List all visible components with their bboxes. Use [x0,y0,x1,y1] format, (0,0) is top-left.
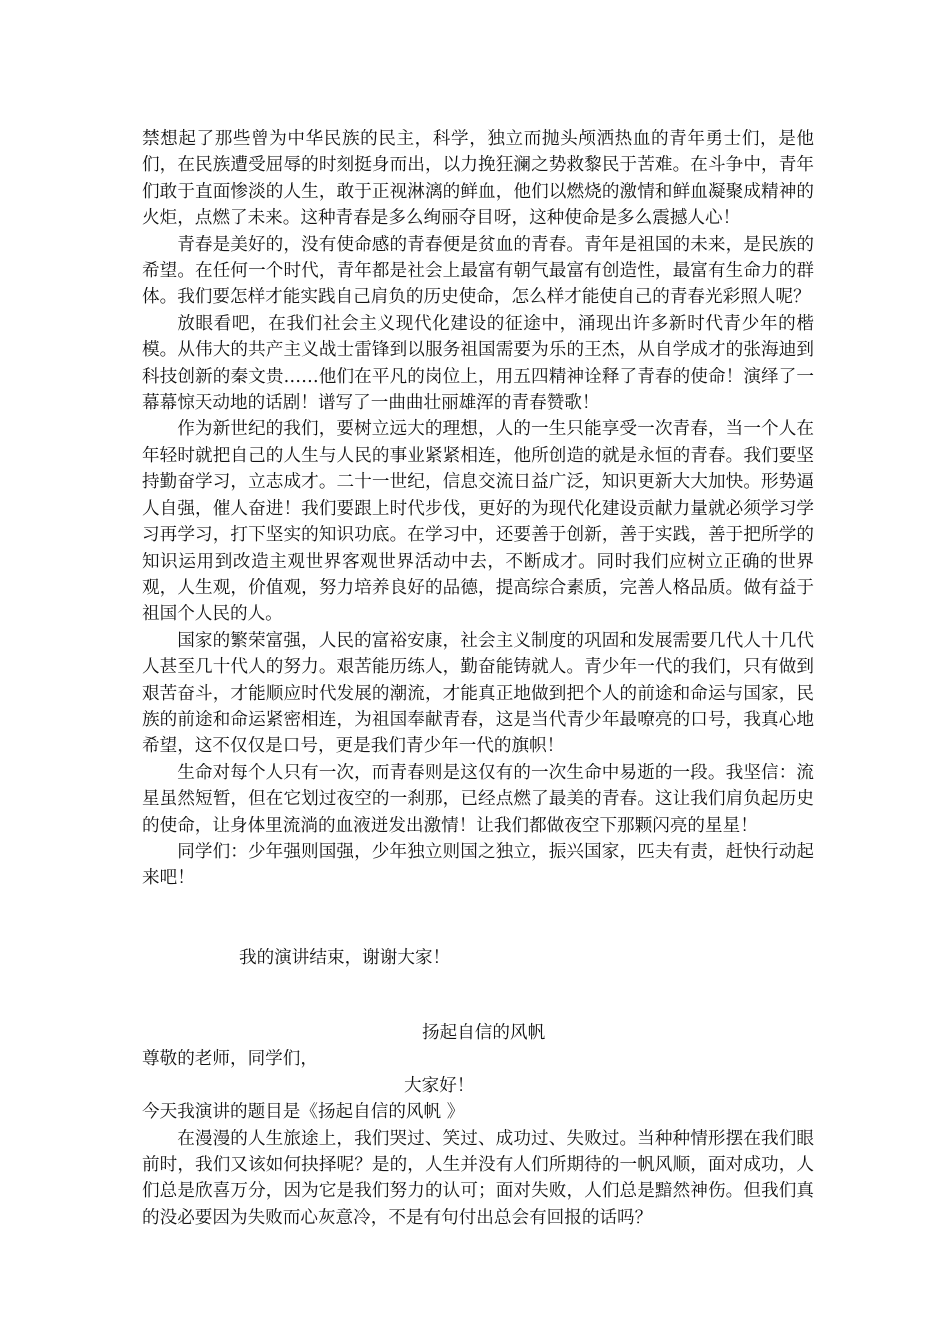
speech-title: 扬起自信的风帆 [422,1023,546,1043]
paragraph-6: 生命对每个人只有一次，而青春则是这仅有的一次生命中易逝的一段。我坚信：流星虽然短暂，但在它划过夜空的一刹那，已经点燃了最美的青春。这让我们肩负起历史的使命，让身体里流淌的血液迸发出激情！让我们都做夜空下那颗闪亮的星星！ [142,762,814,836]
paragraph-7: 同学们：少年强则国强，少年独立则国之独立，振兴国家，匹夫有责，赶快行动起来吧！ [142,841,814,889]
paragraph-2: 青春是美好的，没有使命感的青春便是贫血的青春。青年是祖国的未来，是民族的希望。在任何一个时代，青年都是社会上最富有朝气最富有创造性，最富有生命力的群体。我们要怎样才能实践自己肩负的历史使命，怎么样才能使自己的青春光彩照人呢？ [142,234,814,308]
paragraph-3: 放眼看吧，在我们社会主义现代化建设的征途中，涌现出许多新时代青少年的楷模。从伟大的共产主义战士雷锋到以服务祖国需要为乐的王杰，从自学成才的张海迪到科技创新的秦文贵……他们在平凡的岗位上，用五四精神诠释了青春的使命！演绎了一幕幕惊天动地的话剧！谱写了一曲曲壮丽雄浑的青春赞歌！ [142,313,814,414]
salutation: 尊敬的老师，同学们， [142,1049,318,1070]
speech-closing: 我的演讲结束，谢谢大家！ [239,948,451,968]
second-speech [142,1020,814,1231]
speech-body [142,126,814,892]
paragraph-5: 国家的繁荣富强，人民的富裕安康，社会主义制度的巩固和发展需要几代人十几代人甚至几十代人的努力。艰苦能历练人，勤奋能铸就人。青少年一代的我们，只有做到艰苦奋斗，才能顺应时代发展的潮流，才能真正地做到把个人的前途和命运与国家，民族的前途和命运紧密相连，为祖国奉献青春，这是当代青少年最嘹亮的口号，我真心地希望，这不仅仅是口号，更是我们青少年一代的旗帜！ [142,630,814,757]
paragraph-1: 禁想起了那些曾为中华民族的民主，科学，独立而抛头颅洒热血的青年勇士们，是他们，在民族遭受屈辱的时刻挺身而出，以力挽狂澜之势救黎民于苦难。在斗争中，青年们敢于直面惨淡的人生，敢于正视淋漓的鲜血，他们以燃烧的激情和鲜血凝聚成精神的火炬，点燃了未来。这种青春是多么绚丽夺目呀，这种使命是多么震撼人心！ [142,129,814,229]
greeting: 大家好！ [404,1075,475,1096]
speech-paragraph: 在漫漫的人生旅途上，我们哭过、笑过、成功过、失败过。当种种情形摆在我们眼前时，我们又该如何抉择呢？是的，人生并没有人们所期待的一帆风顺，面对成功，人们总是欣喜万分，因为它是我们努力的认可；面对失败，人们总是黯然神伤。但我们真的没必要因为失败而心灰意冷，不是有句付出总会有回报的话吗？ [142,1128,814,1228]
topic-line: 今天我演讲的题目是《扬起自信的风帆 》 [142,1102,465,1123]
paragraph-4: 作为新世纪的我们，要树立远大的理想，人的一生只能享受一次青春，当一个人在年轻时就把自己的人生与人民的事业紧紧相连，他所创造的就是永恒的青春。我们要坚持勤奋学习，立志成才。二十一世纪，信息交流日益广泛，知识更新大大加快。形势逼人自强，催人奋进！我们要跟上时代步伐，更好的为现代化建设贡献力量就必须学习学习再学习，打下坚实的知识功底。在学习中，还要善于创新，善于实践，善于把所学的知识运用到改造主观世界客观世界活动中去，不断成才。同时我们应树立正确的世界观，人生观，价值观，努力培养良好的品德，提高综合素质，完善人格品质。做有益于祖国个人民的人。 [142,419,814,625]
